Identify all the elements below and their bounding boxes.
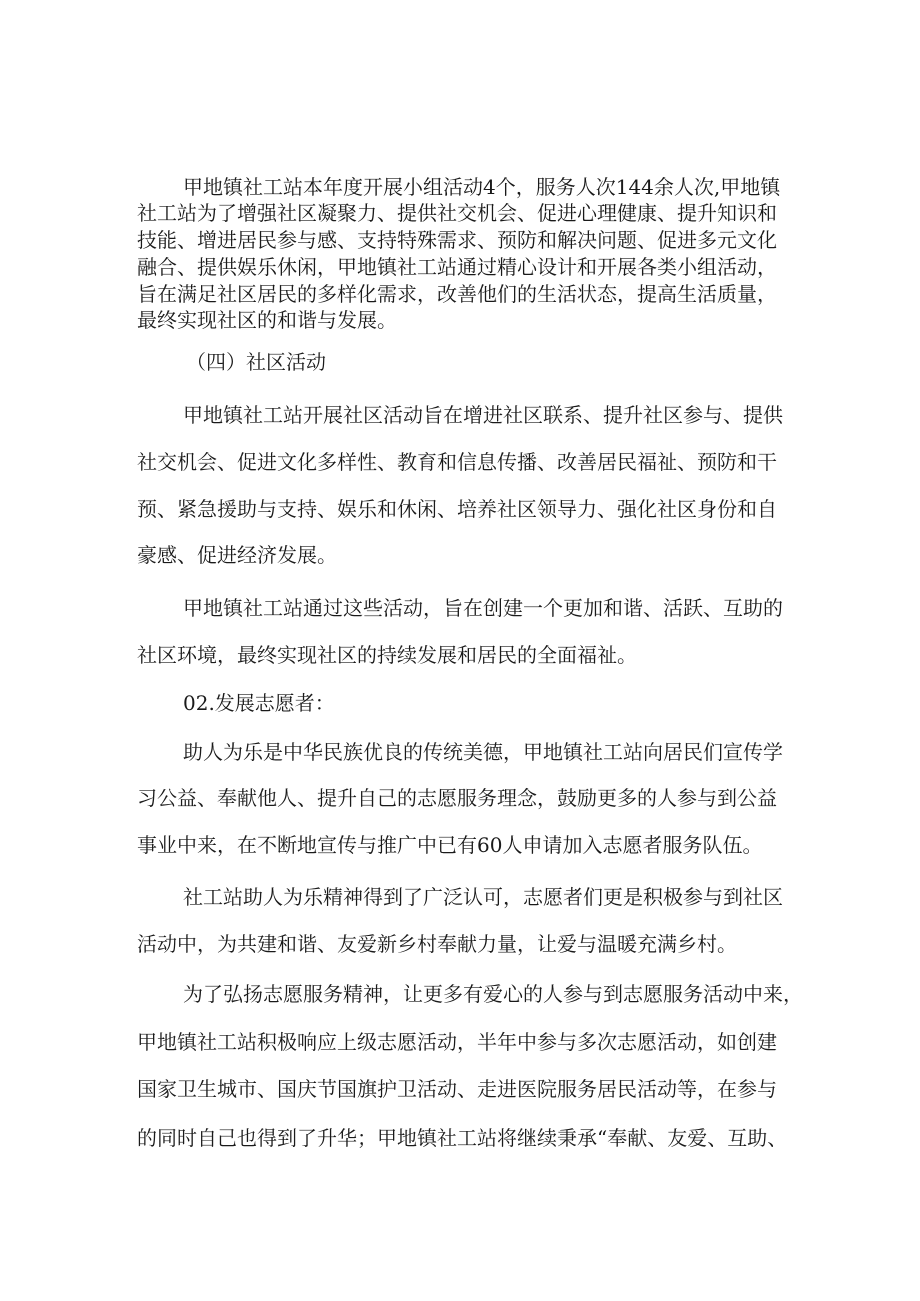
paragraph-line: 习公益、奉献他人、提升自己的志愿服务理念，鼓励更多的人参与到公益 [137,786,777,810]
paragraph-line: 助人为乐是中华民族优良的传统美德，甲地镇社工站向居民们宣传学 [183,740,783,764]
paragraph-line: 甲地镇社工站通过这些活动，旨在创建一个更加和谐、活跃、互助的 [183,596,783,620]
paragraph-line: 为了弘扬志愿服务精神，让更多有爱心的人参与到志愿服务活动中来， [183,982,803,1006]
paragraph-line: 的同时自己也得到了升华；甲地镇社工站将继续秉承“奉献、友爱、互助、 [137,1126,788,1150]
paragraph-line: 甲地镇社工站开展社区活动旨在增进社区联系、提升社区参与、提供 [183,403,783,427]
paragraph-line: 甲地镇社工站积极响应上级志愿活动，半年中参与多次志愿活动，如创建 [137,1030,777,1054]
paragraph-line: 甲地镇社工站本年度开展小组活动4个，服务人次144余人次,甲地镇 [183,175,781,199]
section-heading: 02.发展志愿者： [183,691,335,715]
paragraph-line: 预、紧急援助与支持、娱乐和休闲、培养社区领导力、强化社区身份和自 [137,497,777,521]
section-heading: （四）社区活动 [186,350,326,374]
paragraph-line: 社工站为了增强社区凝聚力、提供社交机会、促进心理健康、提升知识和 [137,201,777,225]
paragraph-line: 社区环境，最终实现社区的持续发展和居民的全面福祉。 [137,643,637,667]
paragraph-line: 活动中，为共建和谐、友爱新乡村奉献力量，让爱与温暖充满乡村。 [137,932,737,956]
paragraph-line: 旨在满足社区居民的多样化需求，改善他们的生活状态，提高生活质量， [137,282,777,306]
paragraph-line: 事业中来，在不断地宣传与推广中已有60人申请加入志愿者服务队伍。 [137,833,763,857]
paragraph-line: 社交机会、促进文化多样性、教育和信息传播、改善居民福祉、预防和干 [137,450,777,474]
paragraph-line: 豪感、促进经济发展。 [137,543,337,567]
paragraph-line: 融合、提供娱乐休闲，甲地镇社工站通过精心设计和开展各类小组活动， [137,255,777,279]
paragraph-line: 技能、增进居民参与感、支持特殊需求、预防和解决问题、促进多元文化 [137,228,777,252]
paragraph-line: 最终实现社区的和谐与发展。 [137,308,397,332]
paragraph-line: 社工站助人为乐精神得到了广泛认可，志愿者们更是积极参与到社区 [183,885,783,909]
paragraph-line: 国家卫生城市、国庆节国旗护卫活动、走进医院服务居民活动等，在参与 [137,1077,777,1101]
